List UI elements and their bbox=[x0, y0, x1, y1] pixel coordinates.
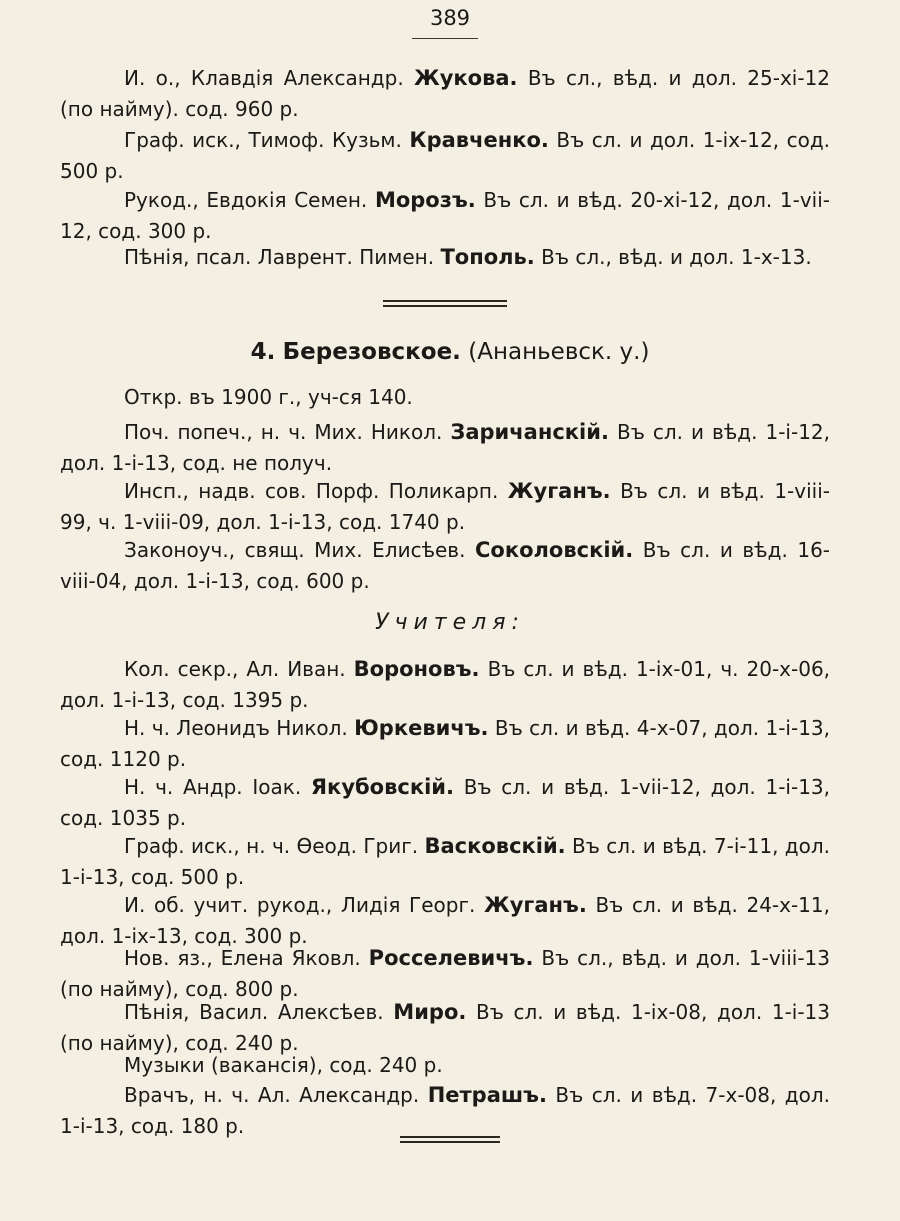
entry-details: Въ сл. и вѣд. 1-i-12, дол. 1-i-13, сод. не получ. bbox=[60, 420, 830, 475]
end-divider bbox=[400, 1136, 500, 1143]
entry-prefix: Нов. яз., Елена Яковл. bbox=[124, 946, 361, 970]
entry-zhukova bbox=[60, 63, 830, 125]
entry-details: Въ сл. и дол. 1-ix-12, сод. 500 р. bbox=[60, 128, 831, 183]
entry-petrash bbox=[60, 1080, 830, 1142]
entry-details: Въ сл. и вѣд. 16-viii-04, дол. 1-i-13, сод. 600 р. bbox=[60, 538, 831, 593]
entry-zhugan-inspector bbox=[60, 476, 830, 538]
page-number-rule bbox=[412, 38, 478, 39]
entry-moroz bbox=[60, 185, 830, 247]
entry-details: Въ сл. и вѣд. 1-vii-12, дол. 1-i-13, сод. 1035 р. bbox=[60, 775, 831, 830]
entry-prefix: Н. ч. Андр. Іоак. bbox=[124, 775, 302, 799]
entry-prefix: Н. ч. Леонидъ Никол. bbox=[124, 716, 348, 740]
entry-details: Въ сл., вѣд. и дол. 1-x-13. bbox=[541, 245, 812, 269]
entry-topol bbox=[60, 242, 830, 273]
entry-details: Въ сл. и вѣд. 7-i-11, дол. 1-i-13, сод. 500 р. bbox=[60, 834, 831, 889]
entry-prefix: И. об. учит. рукод., Лидія Георг. bbox=[124, 893, 476, 917]
entry-prefix: И. о., Клавдія Александр. bbox=[124, 66, 404, 90]
entry-details: Въ сл. и вѣд. 24-x-11, дол. 1-ix-13, сод. 300 р. bbox=[60, 893, 830, 948]
entry-surname: Заричанскій. bbox=[450, 420, 609, 444]
entry-vaskovskii bbox=[60, 831, 830, 893]
entry-prefix: Кол. секр., Ал. Иван. bbox=[124, 657, 346, 681]
entry-details: Въ сл. и вѣд. 1-ix-08, дол. 1-i-13 (по найму), сод. 240 р. bbox=[60, 1000, 831, 1055]
entry-surname: Миро. bbox=[393, 1000, 467, 1024]
entry-prefix: Граф. иск., н. ч. Ѳеод. Григ. bbox=[124, 834, 419, 858]
entry-surname: Юркевичъ. bbox=[354, 716, 489, 740]
entry-voronov bbox=[60, 654, 830, 716]
vacancy-line: Музыки (вакансія), сод. 240 р. bbox=[124, 1053, 443, 1077]
entry-yakubovskii bbox=[60, 772, 830, 834]
entry-surname: Жуганъ. bbox=[507, 479, 611, 503]
entry-yurkevich bbox=[60, 713, 830, 775]
entry-details: Въ сл. и вѣд. 1-viii-99, ч. 1-viii-09, дол. 1-i-13, сод. 1740 р. bbox=[60, 479, 830, 534]
teachers-heading: Учителя: bbox=[375, 610, 525, 635]
section-district: (Ананьевск. у.) bbox=[468, 339, 650, 365]
entry-prefix: Рукод., Евдокія Семен. bbox=[124, 188, 368, 212]
entry-details: Въ сл. и вѣд. 20-xi-12, дол. 1-vii-12, сод. 300 р. bbox=[60, 188, 831, 243]
entry-rosselevich bbox=[60, 943, 830, 1005]
page-number: 389 bbox=[429, 6, 471, 30]
entry-surname: Тополь. bbox=[440, 245, 535, 269]
entry-surname: Якубовскій. bbox=[310, 775, 454, 799]
entry-surname: Вороновъ. bbox=[353, 657, 480, 681]
entry-prefix: Законоуч., свящ. Мих. Елисѣев. bbox=[124, 538, 466, 562]
entry-surname: Морозъ. bbox=[374, 188, 476, 212]
section-title bbox=[0, 336, 900, 368]
entry-prefix: Поч. попеч., н. ч. Мих. Никол. bbox=[124, 420, 443, 444]
entry-prefix: Пѣнія, псал. Лаврент. Пимен. bbox=[124, 245, 435, 269]
entry-details: Въ сл. и вѣд. 7-x-08, дол. 1-i-13, сод. 180 р. bbox=[60, 1083, 831, 1138]
entry-details: Въ сл., вѣд. и дол. 25-xi-12 (по найму). сод. 960 р. bbox=[60, 66, 831, 121]
entry-kravchenko bbox=[60, 125, 830, 187]
entry-surname: Петрашъ. bbox=[427, 1083, 547, 1107]
entry-prefix: Пѣнія, Васил. Алексѣев. bbox=[124, 1000, 384, 1024]
entry-surname: Соколовскій. bbox=[475, 538, 634, 562]
entry-sokolovskii bbox=[60, 535, 830, 597]
entry-surname: Васковскій. bbox=[424, 834, 566, 858]
section-name: Березовское. bbox=[282, 339, 461, 365]
entry-prefix: Инсп., надв. сов. Порф. Поликарп. bbox=[124, 479, 499, 503]
entry-surname: Росселевичъ. bbox=[368, 946, 534, 970]
entry-surname: Жукова. bbox=[414, 66, 518, 90]
entry-details: Въ сл. и вѣд. 1-ix-01, ч. 20-x-06, дол. 1-i-13, сод. 1395 р. bbox=[60, 657, 831, 712]
entry-surname: Кравченко. bbox=[409, 128, 549, 152]
entry-zarichanskii bbox=[60, 417, 830, 479]
section-number: 4. bbox=[250, 339, 276, 365]
entry-prefix: Граф. иск., Тимоф. Кузьм. bbox=[124, 128, 402, 152]
entry-details: Въ сл., вѣд. и дол. 1-viii-13 (по найму), сод. 800 р. bbox=[60, 946, 831, 1001]
school-opened-line: Откр. въ 1900 г., уч-ся 140. bbox=[124, 385, 413, 409]
entry-surname: Жуганъ. bbox=[483, 893, 587, 917]
entry-details: Въ сл. и вѣд. 4-x-07, дол. 1-i-13, сод. 1120 р. bbox=[60, 716, 831, 771]
entry-prefix: Врачъ, н. ч. Ал. Александр. bbox=[124, 1083, 420, 1107]
section-divider bbox=[383, 300, 507, 307]
